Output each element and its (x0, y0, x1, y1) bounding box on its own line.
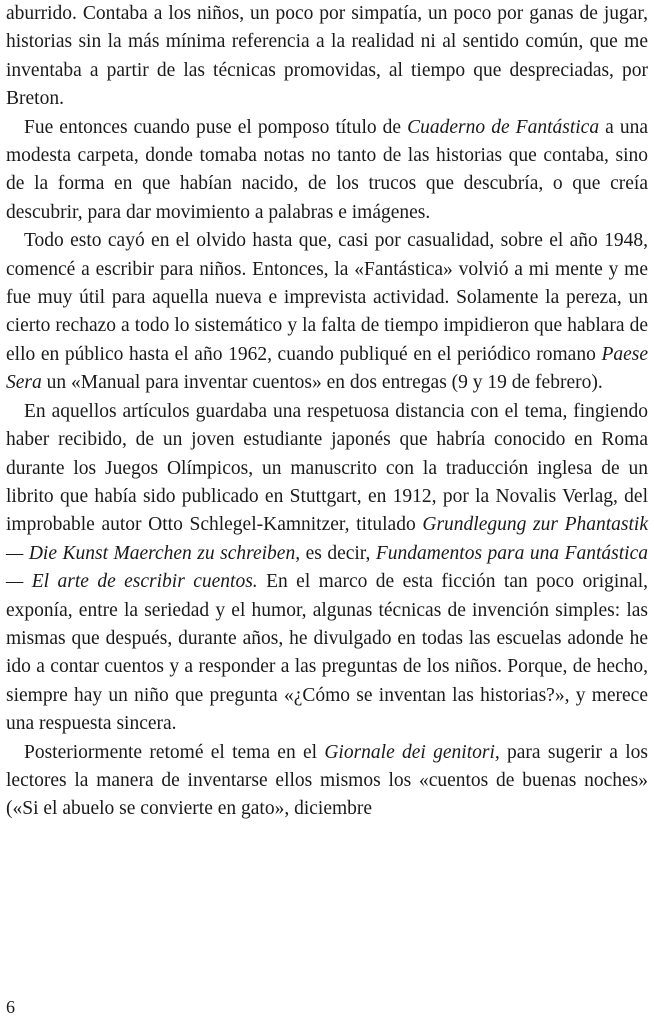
paragraph-5 (6, 739, 648, 824)
italic-title: Paese Sera (6, 343, 648, 394)
paragraph-3 (6, 227, 648, 397)
paragraph-text: un «Manual para inventar cuentos» en dos entregas (9 y 19 de febrero). (41, 372, 603, 394)
paragraph-text: para sugerir a los lectores la manera de inventarse ellos mismos los «cuentos de buenas noches» («Si el abuelo se convierte en gato», diciembre (6, 741, 648, 820)
italic-title: Grundlegung zur Phantastik — Die Kunst Maerchen zu schreiben, (6, 514, 648, 564)
paragraph-text: a una modesta carpeta, donde tomaba notas no tanto de las historias que contaba, sino de la forma en que habían nacido, de los trucos que descubría, o que creía descubrir, para dar movimiento a palabras e imágenes. (6, 116, 649, 223)
paragraph-2 (6, 114, 648, 228)
paragraph-4 (6, 398, 648, 739)
italic-title: Giornale dei genitori, (324, 741, 500, 763)
paragraph-text: Fue entonces cuando puse el pomposo título de (24, 116, 408, 138)
paragraph-text: Posteriormente retomé el tema en el (24, 741, 325, 763)
italic-title: Fundamentos para una Fantástica — El arte de escribir cuentos. (6, 542, 648, 593)
paragraph-text: Todo esto cayó en el olvido hasta que, casi por casualidad, sobre el año 1948, comencé a escribir para niños. Entonces, la «Fantástica» volvió a mi mente y me fue muy útil para aquella nueva e imprevista actividad. Solamente la pereza, un cierto rechazo a todo lo sistemático y la falta de tiempo impidieron que hablara de ello en público hasta el año 1962, cuando publiqué en el periódico romano (6, 230, 648, 365)
paragraph-1 (6, 0, 648, 114)
paragraph-text: En el marco de esta ficción tan poco original, exponía, entre la seriedad y el humor, algunas técnicas de invención simples: las mismas que después, durante años, he divulgado en todas las escuelas adonde he ido a contar cuentos y a responder a las preguntas de los niños. Porque, de hecho, siempre hay un niño que pregunta «¿Cómo se inventan las historias?», y merece una respuesta sincera. (6, 571, 648, 735)
italic-title: Cuaderno de Fantástica (407, 116, 600, 138)
page-number: 6 (6, 997, 15, 1017)
paragraph-text: En aquellos artículos guardaba una respetuosa distancia con el tema, fingiendo haber recibido, de un joven estudiante japonés que habría conocido en Roma durante los Juegos Olímpicos, un manuscrito con la traducción inglesa de un librito que había sido publicado en Stuttgart, en 1912, por la Novalis Verlag, del improbable autor Otto Schlegel-Kamnitzer, titulado (6, 400, 648, 536)
paragraph-text: aburrido. Contaba a los niños, un poco por simpatía, un poco por ganas de jugar, historias sin la más mínima referencia a la realidad ni al sentido común, que me inventaba a partir de las técnicas promovidas, al tiempo que despreciadas, por Breton. (6, 3, 648, 110)
paragraph-text: es decir, (300, 542, 376, 564)
book-page-body (6, 0, 648, 824)
